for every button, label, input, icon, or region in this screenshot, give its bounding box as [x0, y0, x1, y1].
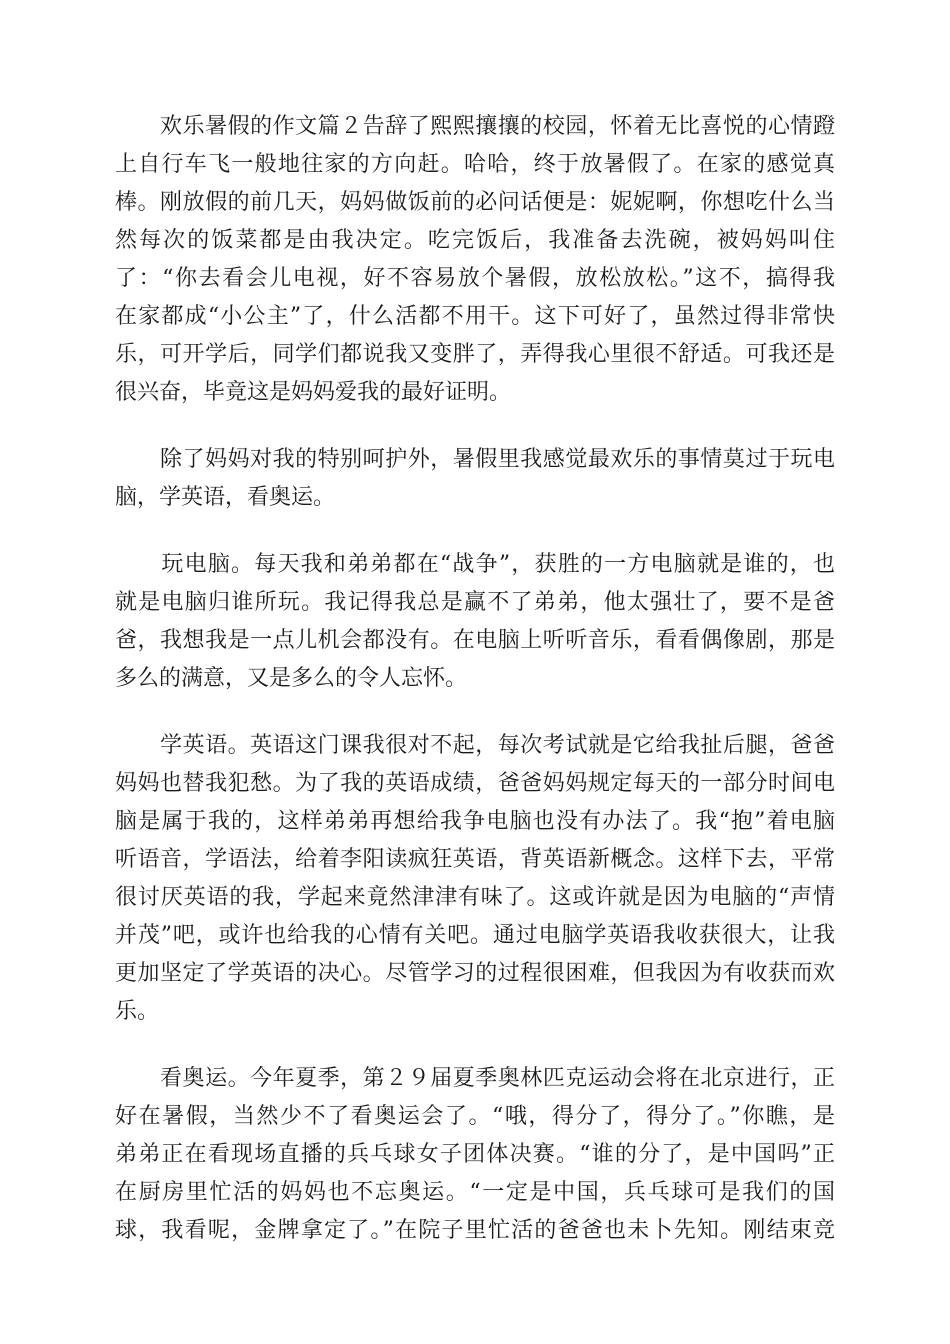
text-line: 欢乐暑假的作文篇２告辞了熙熙攘攘的校园，怀着无比喜悦的心情蹬: [115, 114, 835, 139]
text-line: 脑，学英语，看奥运。: [115, 485, 336, 510]
text-line: 弟弟正在看现场直播的兵乓球女子团体决赛。“谁的分了，是中国吗”正: [115, 1142, 835, 1167]
text-line: 学英语。英语这门课我很对不起，每次考试就是它给我扯后腿，爸爸: [115, 733, 835, 758]
text-line: 很讨厌英语的我，学起来竟然津津有味了。这或许就是因为电脑的“声情: [115, 885, 835, 910]
text-line: 并茂”吧，或许也给我的心情有关吧。通过电脑学英语我收获很大，让我: [115, 923, 835, 948]
text-line: 好在暑假，当然少不了看奥运会了。“哦，得分了，得分了。”你瞧，是: [115, 1104, 835, 1129]
text-line: 很兴奋，毕竟这是妈妈爱我的最好证明。: [115, 380, 512, 405]
text-line: 乐，可开学后，同学们都说我又变胖了，弄得我心里很不舒适。可我还是: [115, 342, 835, 367]
text-line: 妈妈也替我犯愁。为了我的英语成绩，爸爸妈妈规定每天的一部分时间电: [115, 771, 835, 796]
text-line: 就是电脑归谁所玩。我记得我总是赢不了弟弟，他太强壮了，要不是爸: [115, 590, 835, 615]
text-line: 乐。: [115, 999, 160, 1024]
text-line: 玩电脑。每天我和弟弟都在“战争”，获胜的一方电脑就是谁的，也: [115, 552, 835, 577]
essay-paragraph: [115, 108, 835, 412]
text-line: 多么的满意，又是多么的令人忘怀。: [115, 666, 468, 691]
essay-paragraph: [115, 1060, 835, 1250]
text-line: 然每次的饭菜都是由我决定。吃完饭后，我准备去洗碗，被妈妈叫住: [115, 228, 835, 253]
text-line: 在家都成“小公主”了，什么活都不用干。这下可好了，虽然过得非常快: [115, 304, 835, 329]
text-line: 了：“你去看会儿电视，好不容易放个暑假，放松放松。”这不，搞得我: [115, 266, 835, 291]
text-line: 看奥运。今年夏季，第２９届夏季奥林匹克运动会将在北京进行，正: [115, 1066, 835, 1091]
text-line: 上自行车飞一般地往家的方向赶。哈哈，终于放暑假了。在家的感觉真: [115, 152, 835, 177]
text-line: 棒。刚放假的前几天，妈妈做饭前的必问话便是：妮妮啊，你想吃什么当: [115, 190, 835, 215]
text-line: 球，我看呢，金牌拿定了。”在院子里忙活的爸爸也未卜先知。刚结束竞: [115, 1218, 835, 1243]
text-line: 除了妈妈对我的特别呵护外，暑假里我感觉最欢乐的事情莫过于玩电: [115, 447, 835, 472]
text-line: 爸，我想我是一点儿机会都没有。在电脑上听听音乐，看看偶像剧，那是: [115, 628, 835, 653]
text-line: 听语音，学语法，给着李阳读疯狂英语，背英语新概念。这样下去，平常: [115, 847, 835, 872]
essay-paragraph: [115, 546, 835, 698]
text-line: 在厨房里忙活的妈妈也不忘奥运。“一定是中国，兵乓球可是我们的国: [115, 1180, 835, 1205]
essay-page: [115, 108, 835, 1279]
essay-paragraph: [115, 441, 835, 517]
text-line: 更加坚定了学英语的决心。尽管学习的过程很困难，但我因为有收获而欢: [115, 961, 835, 986]
essay-paragraph: [115, 727, 835, 1031]
text-line: 脑是属于我的，这样弟弟再想给我争电脑也没有办法了。我“抱”着电脑: [115, 809, 835, 834]
